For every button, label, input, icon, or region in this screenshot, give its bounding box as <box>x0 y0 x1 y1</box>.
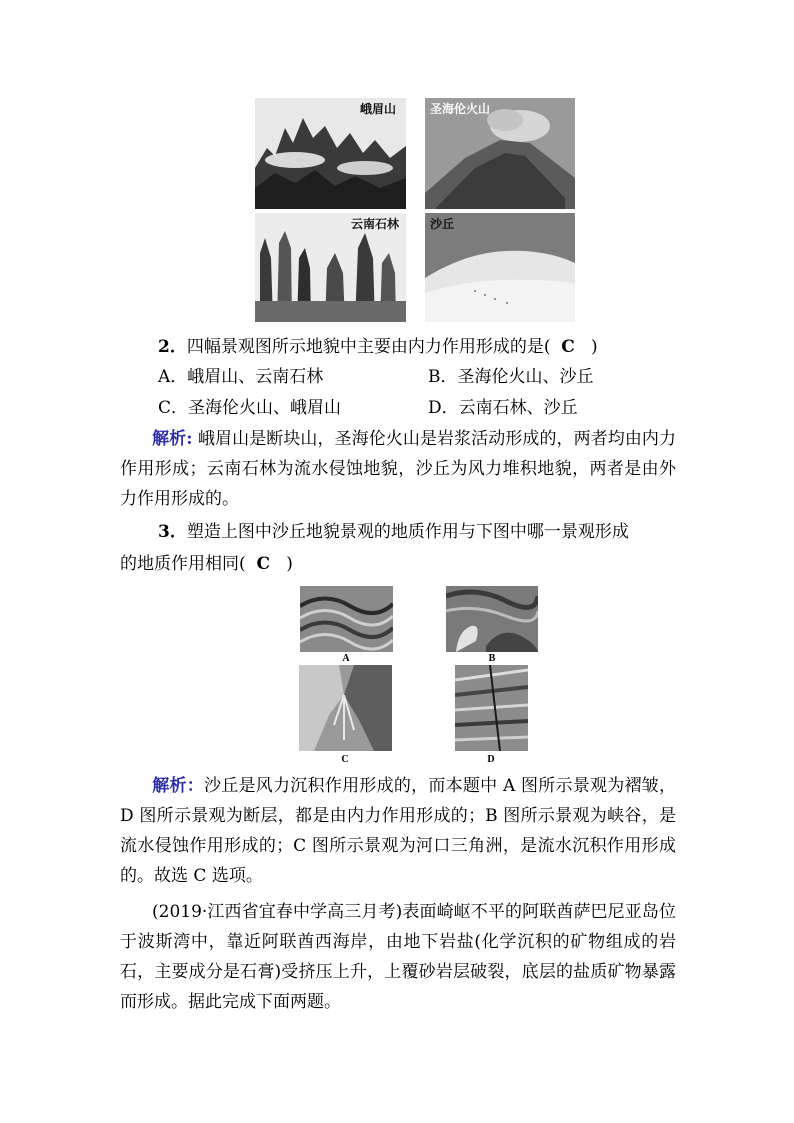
q3-stem-line2 <box>120 553 293 575</box>
q3-stem-line1 <box>158 521 629 543</box>
q3-answer: C <box>256 554 270 574</box>
q3-close: ) <box>286 554 293 574</box>
emei-label: 峨眉山 <box>360 102 397 116</box>
delta-photo <box>299 665 392 751</box>
delta-letter: C <box>341 754 349 765</box>
fold-photo <box>300 586 393 652</box>
helens-label: 圣海伦火山 <box>430 102 491 116</box>
q3-number: 3． <box>158 522 187 542</box>
stone-forest-label: 云南石林 <box>351 217 400 231</box>
q2-stem <box>158 336 598 358</box>
q2-option-d: D．云南石林、沙丘 <box>428 398 578 418</box>
passage-source: (2019·江西省宜春中学高三月考) <box>152 902 403 922</box>
q2-analysis-text: 峨眉山是断块山，圣海伦火山是岩浆活动形成的，两者均由内力作用形成；云南石林为流水侵蚀地貌，沙丘为风力堆积地貌，两者是由外力作用形成的。 <box>120 429 676 509</box>
q3-analysis <box>120 771 676 891</box>
q3-stem-line2-text: 的地质作用相同( <box>120 554 246 574</box>
fault-letter: D <box>487 754 495 765</box>
passage <box>120 897 676 1017</box>
q2-stem-text: 四幅景观图所示地貌中主要由内力作用形成的是( <box>186 337 551 357</box>
q2-analysis <box>120 424 676 514</box>
q2-option-a: A．峨眉山、云南石林 <box>158 367 324 387</box>
q3-stem-line1-text: 塑造上图中沙丘地貌景观的地质作用与下图中哪一景观形成 <box>186 522 629 542</box>
q2-close: ) <box>591 337 598 357</box>
fold-letter: A <box>342 653 350 664</box>
q2-answer: C <box>561 337 575 357</box>
q2-analysis-label: 解析: <box>152 429 193 449</box>
canyon-photo <box>446 586 538 652</box>
q3-analysis-label: 解析： <box>152 776 205 796</box>
canyon-letter: B <box>488 653 496 664</box>
fault-photo <box>455 665 528 751</box>
passage-text: 表面崎岖不平的阿联酋萨巴尼亚岛位于波斯湾中，靠近阿联酋西海岸，由地下岩盐(化学沉积的矿物组成的岩石，主要成分是石膏)受挤压上升，上覆砂岩层破裂，底层的盐质矿物暴露而形成。据此完成下面两题。 <box>120 902 676 1012</box>
q2-option-b: B．圣海伦火山、沙丘 <box>428 367 594 387</box>
q2-option-c: C．圣海伦火山、峨眉山 <box>158 398 342 418</box>
q3-analysis-text: 沙丘是风力沉积作用形成的，而本题中 A 图所示景观为褶皱，D 图所示景观为断层，都是由内力作用形成的；B 图所示景观为峡谷，是流水侵蚀作用形成的；C 图所示景观为河口三角洲，是流水沉积作用形成的。故选 C 选项。 <box>120 776 677 886</box>
q2-number: 2． <box>158 337 187 357</box>
dune-label: 沙丘 <box>430 217 455 231</box>
